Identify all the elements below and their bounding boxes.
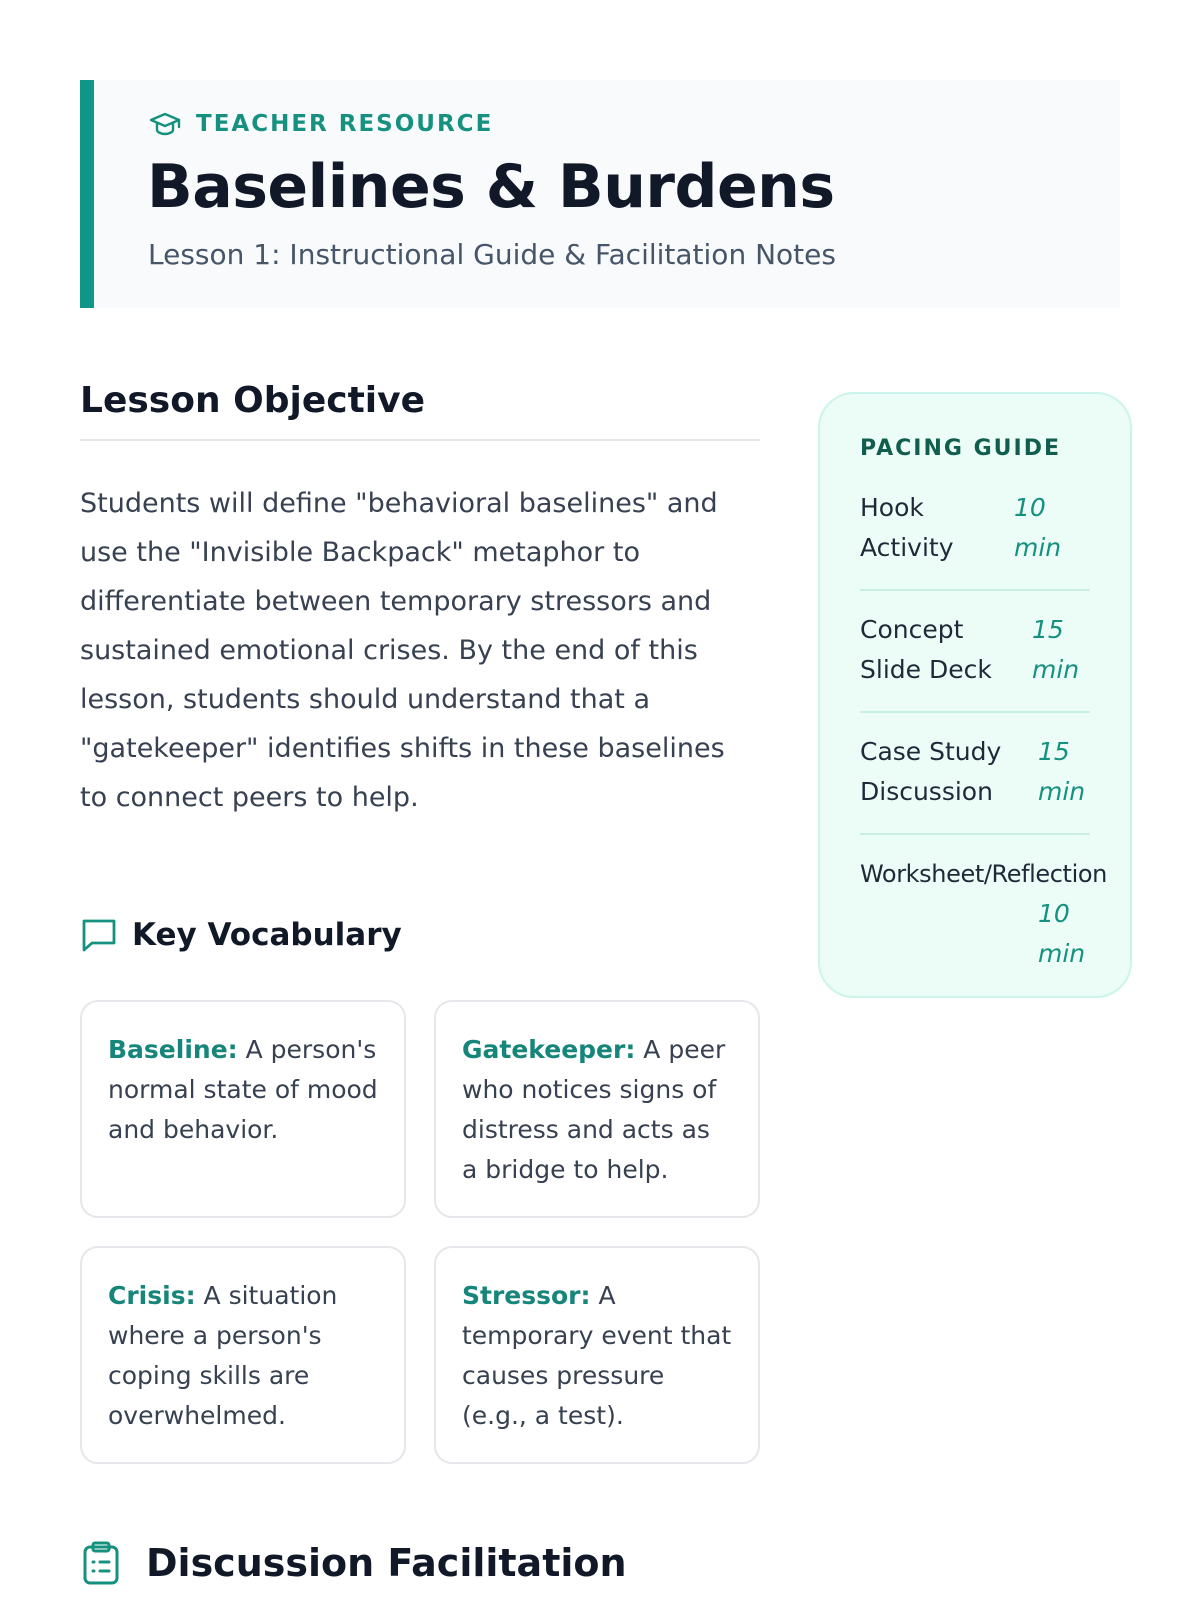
main-content (80, 380, 760, 1430)
vocabulary-term: Gatekeeper: (462, 1035, 636, 1064)
pacing-activity: Case Study (860, 737, 1002, 766)
pacing-activity: Worksheet/Reflection (860, 860, 1107, 888)
vocabulary-term: Crisis: (108, 1281, 196, 1310)
vocabulary-term: Baseline: (108, 1035, 238, 1064)
vocabulary-card-crisis (80, 1246, 406, 1464)
clipboard-list-icon (80, 1540, 122, 1586)
pacing-time: 15 (1038, 737, 1070, 766)
pacing-time: min (1014, 533, 1062, 562)
vocabulary-term: Stressor: (462, 1281, 591, 1310)
eyebrow (148, 110, 493, 138)
vocabulary-definition: A temporary event that causes pressure (e.g., a test). (462, 1281, 732, 1430)
pacing-divider (860, 711, 1090, 713)
graduation-cap-icon (148, 110, 182, 138)
discussion-heading (80, 1540, 627, 1586)
page-header (80, 80, 1120, 308)
objective-heading: Lesson Objective (80, 380, 760, 441)
vocabulary-card-stressor (434, 1246, 760, 1464)
chat-bubble-icon (80, 916, 118, 954)
vocabulary-grid (80, 1000, 760, 1464)
discussion-heading-label: Discussion Facilitation (146, 1541, 627, 1585)
vocabulary-heading (80, 916, 402, 954)
vocabulary-definition: A person's normal state of mood and behavior. (108, 1035, 378, 1144)
vocabulary-heading-label: Key Vocabulary (132, 917, 402, 953)
page-title: Baselines & Burdens (147, 152, 835, 222)
pacing-guide-title: PACING GUIDE (860, 436, 1061, 461)
vocabulary-card-baseline (80, 1000, 406, 1218)
page-subtitle: Lesson 1: Instructional Guide & Facilitation Notes (148, 238, 836, 271)
pacing-time: 10 (1038, 899, 1070, 928)
pacing-activity: Slide Deck (860, 655, 992, 684)
eyebrow-label: TEACHER RESOURCE (196, 111, 494, 137)
vocabulary-definition: A peer who notices signs of distress and acts as a bridge to help. (462, 1035, 726, 1184)
pacing-time: min (1032, 655, 1080, 684)
pacing-activity: Hook (860, 493, 924, 522)
vocabulary-definition: A situation where a person's coping skills are overwhelmed. (108, 1281, 338, 1430)
pacing-time: 10 (1014, 493, 1046, 522)
pacing-divider (860, 589, 1090, 591)
pacing-time: min (1038, 939, 1086, 968)
pacing-activity: Activity (860, 533, 954, 562)
pacing-guide (818, 392, 1132, 998)
pacing-activity: Concept (860, 615, 964, 644)
vocabulary-card-gatekeeper (434, 1000, 760, 1218)
pacing-activity: Discussion (860, 777, 993, 806)
pacing-time: 15 (1032, 615, 1064, 644)
objective-text: Students will define "behavioral baselines" and use the "Invisible Backpack" metaphor to differentiate between temporary stressors and sustained emotional crises. By the end of this lesson, students should understand that a "gatekeeper" identifies shifts in these baselines to connect peers to help. (80, 488, 725, 813)
pacing-time: min (1038, 777, 1086, 806)
pacing-divider (860, 833, 1090, 835)
